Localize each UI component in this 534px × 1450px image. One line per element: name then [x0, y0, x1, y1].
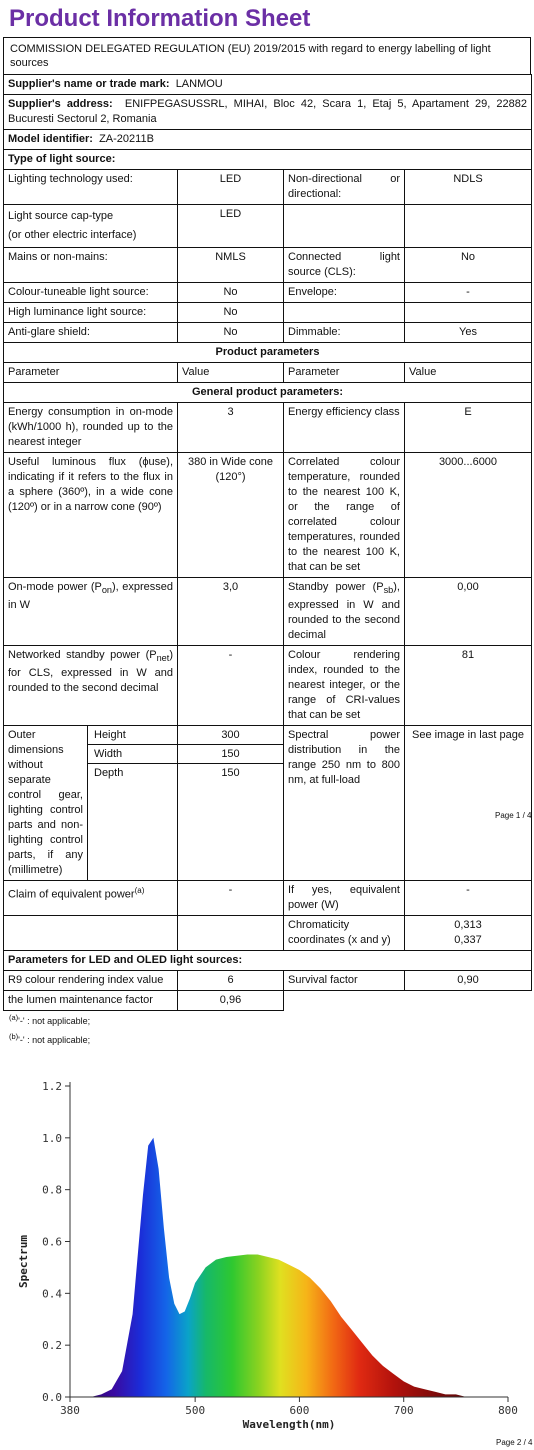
row-label: the lumen maintenance factor — [4, 991, 178, 1011]
y-tick-label: 1.2 — [42, 1080, 62, 1093]
power-row — [4, 578, 532, 646]
row-value-2: - — [405, 283, 532, 303]
led-header-row — [4, 951, 532, 971]
row-label-2: Dimmable: — [284, 323, 405, 343]
row-value-2: No — [405, 248, 532, 283]
row-value: 6 — [178, 971, 284, 991]
row-label-2: Colour rendering index, rounded to the nearest integer, or the range of CRI-values that can be set — [284, 646, 405, 726]
led-header: Parameters for LED and OLED light sources: — [4, 951, 532, 971]
high-luminance-row — [4, 303, 532, 323]
row-value: 0,96 — [178, 991, 284, 1011]
row-label-sub: (or other electric interface) — [8, 229, 137, 241]
row-label: Colour-tuneable light source: — [4, 283, 178, 303]
row-label: Outer dimensions without separate control gear, lighting control parts and non-lighting control parts, if any (millimetre) — [4, 726, 88, 881]
width-value: 150 — [178, 745, 283, 764]
model-identifier: ZA-20211B — [99, 133, 154, 145]
row-value: NMLS — [178, 248, 284, 283]
row-label-2-end: ), expressed in W and rounded to the second decimal — [288, 581, 400, 642]
energy-row — [4, 403, 532, 453]
footnote-b-text: '-' : not applicable; — [18, 1035, 91, 1046]
row-label: High luminance light source: — [4, 303, 178, 323]
general-header-row — [4, 383, 532, 403]
row-label: R9 colour rendering index value — [4, 971, 178, 991]
row-value: No — [178, 323, 284, 343]
r9-row — [4, 971, 532, 991]
y-tick-label: 0.8 — [42, 1183, 62, 1197]
supplier-address-row — [4, 95, 532, 130]
product-params-header: Product parameters — [4, 343, 532, 363]
product-params-header-row — [4, 343, 532, 363]
row-label: On-mode power (P — [8, 581, 102, 593]
row-label-2-subscript: sb — [383, 585, 394, 596]
mains-row — [4, 248, 532, 283]
col-header-value-2: Value — [405, 363, 532, 383]
row-label-2: If yes, equivalent power (W) — [284, 881, 405, 916]
colour-tuneable-row — [4, 283, 532, 303]
info-table — [3, 74, 532, 1011]
row-label-2: Connected light source (CLS): — [284, 248, 405, 283]
cap-type-row — [4, 205, 532, 248]
row-label-2: Standby power (P — [288, 581, 384, 593]
col-header-parameter-2: Parameter — [284, 363, 405, 383]
page-title: Product Information Sheet — [9, 5, 311, 32]
row-value-2: 81 — [405, 646, 532, 726]
row-label-2: Survival factor — [284, 971, 405, 991]
row-label-2: Envelope: — [284, 283, 405, 303]
general-header: General product parameters: — [4, 383, 532, 403]
col-header-parameter: Parameter — [4, 363, 178, 383]
col-header-value: Value — [178, 363, 284, 383]
row-value-2: 3000...6000 — [405, 453, 532, 578]
row-label: Lighting technology used: — [4, 170, 178, 205]
model-row — [4, 130, 532, 150]
lighting-tech-row — [4, 170, 532, 205]
row-value: 380 in Wide cone (120°) — [178, 453, 284, 578]
row-label: Claim of equivalent power — [8, 888, 135, 901]
footnote-a-text: '-' : not applicable; — [18, 1016, 91, 1027]
row-label-end: ) for CLS, expressed in W and rounded to the second decimal — [8, 649, 173, 695]
row-value-2: - — [405, 881, 532, 916]
y-tick-label: 0.0 — [42, 1391, 62, 1404]
y-tick-label: 0.6 — [42, 1235, 62, 1249]
product-information-sheet — [3, 3, 531, 1046]
x-tick-label: 500 — [185, 1404, 206, 1417]
x-tick-label: 600 — [289, 1404, 310, 1417]
row-value: LED — [178, 170, 284, 205]
supplier-name: LANMOU — [175, 78, 223, 90]
page-number-1: Page 1 / 4 — [495, 811, 532, 820]
row-label-subscript: net — [156, 653, 170, 664]
x-tick-label: 700 — [393, 1404, 414, 1417]
depth-label: Depth — [94, 767, 124, 780]
x-tick-label: 380 — [60, 1404, 80, 1417]
dimensions-row — [4, 726, 532, 881]
row-label: Mains or non-mains: — [4, 248, 178, 283]
height-value: 300 — [178, 726, 283, 745]
row-value: 3 — [178, 403, 284, 453]
row-label: Anti-glare shield: — [4, 323, 178, 343]
width-label: Width — [88, 745, 177, 764]
regulation-text: COMMISSION DELEGATED REGULATION (EU) 2019/2015 with regard to energy labelling of light sources — [3, 37, 531, 74]
row-label-2: Energy efficiency class — [284, 403, 405, 453]
chromaticity-row — [4, 916, 532, 951]
supplier-address-label: Supplier's address: — [8, 98, 113, 110]
footnote-a-mark: (a) — [9, 1013, 19, 1023]
claim-row — [4, 881, 532, 916]
row-label: Networked standby power (P — [8, 649, 157, 662]
row-label-2: Chromaticity coordinates (x and y) — [284, 916, 405, 951]
x-tick-label: 800 — [498, 1404, 518, 1417]
row-value-2: E — [405, 403, 532, 453]
depth-value: 150 — [221, 767, 240, 780]
row-value-2: See image in last page — [405, 726, 532, 881]
row-label-subscript: on — [101, 585, 113, 596]
y-tick-label: 0.4 — [42, 1287, 62, 1301]
row-value: No — [178, 283, 284, 303]
row-label: Light source cap-type — [8, 210, 114, 222]
supplier-name-row — [4, 75, 532, 95]
row-value: - — [178, 881, 284, 916]
networked-standby-row — [4, 646, 532, 726]
lumen-maintenance-row — [4, 991, 532, 1011]
spectrum-area — [70, 1138, 508, 1397]
row-label-2: Spectral power distribution in the range 250 nm to 800 nm, at full-load — [284, 726, 405, 881]
height-label: Height — [88, 726, 177, 745]
y-tick-label: 0.2 — [42, 1339, 62, 1353]
footnote-b-mark: (b) — [9, 1032, 19, 1042]
row-value: LED — [178, 205, 284, 248]
row-value-2: NDLS — [405, 170, 532, 205]
footnote-a — [3, 1012, 531, 1027]
spectrum-chart — [0, 1072, 534, 1438]
row-label-2: Correlated colour temperature, rounded to the nearest 100 K, or the range of correlated colour temperatures, rounded to the nearest 100 K, that can be set — [284, 453, 405, 578]
row-value: 3,0 — [178, 578, 284, 646]
type-header-row — [4, 150, 532, 170]
row-value: No — [178, 303, 284, 323]
plot-area — [70, 1138, 508, 1397]
y-axis-label: Spectrum — [17, 1235, 30, 1288]
model-label: Model identifier: — [8, 133, 93, 145]
anti-glare-row — [4, 323, 532, 343]
chromaticity-x: 0,313 — [454, 919, 482, 932]
page-number-2: Page 2 / 4 — [496, 1438, 533, 1447]
row-value-2: 0,00 — [405, 578, 532, 646]
row-value: - — [178, 646, 284, 726]
x-axis-label: Wavelength(nm) — [242, 1418, 336, 1431]
row-label-end: ), expressed in W — [8, 581, 173, 612]
chromaticity-y: 0,337 — [454, 934, 482, 947]
row-label: Useful luminous flux (ϕuse), indicating if it refers to the flux in a sphere (360º), in a wide cone (120º) or in a narrow cone (90º) — [4, 453, 178, 578]
row-value-2: 0,90 — [405, 971, 532, 991]
type-header: Type of light source: — [4, 150, 532, 170]
supplier-name-label: Supplier's name or trade mark: — [8, 78, 170, 90]
supplier-address: ENIFPEGASUSSRL, MIHAI, Bloc 42, Scara 1, Etaj 5, Apartament 29, 22882 Bucuresti Sectorul 2, Romania — [8, 98, 527, 125]
column-header-row — [4, 363, 532, 383]
row-label-2: Non-directional or directional: — [284, 170, 405, 205]
footnote-b — [3, 1031, 531, 1046]
row-value-2: Yes — [405, 323, 532, 343]
row-label: Energy consumption in on-mode (kWh/1000 h), rounded up to the nearest integer — [4, 403, 178, 453]
flux-row — [4, 453, 532, 578]
y-tick-label: 1.0 — [42, 1131, 62, 1145]
footnote-mark: (a) — [134, 886, 145, 896]
